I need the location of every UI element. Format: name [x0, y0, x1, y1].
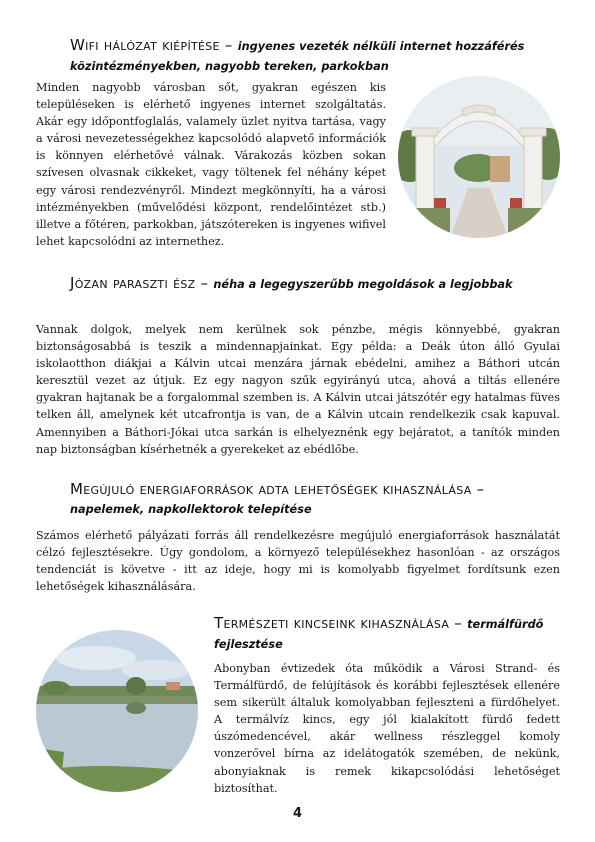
title-dash: – — [471, 480, 485, 498]
lake-photo — [36, 630, 198, 792]
section-heading-energia — [70, 480, 560, 519]
section-subtitle: ingyenes vezeték nélküli internet hozzáférés közintézményekben, nagyobb tereken, parkokban — [70, 40, 525, 73]
title-dash: – — [449, 614, 468, 632]
section-body-termal: Abonyban évtizedek óta működik a Városi Strand- és Termálfürdő, de felújítások és korábbi fejlesztések ellenére sem sikerült általuk komolyabban fejleszteni a fürdőhelyet. A termálvíz kincs, egy jól kialakított fürdő fedett úszómedencével, akár wellness részleggel komoly vonzerővel bírna az idelátogatók szemében, de nekünk, abonyiaknak is remek kikapcsolódási lehetőséget biztosíthat. — [214, 662, 560, 795]
section-subtitle: napelemek, napkollektorok telepítése — [70, 503, 312, 516]
title-dash: – — [195, 274, 214, 292]
section-heading-jozan — [70, 274, 560, 294]
section-subtitle: termálfürdő fejlesztése — [214, 618, 544, 651]
page-number: 4 — [292, 806, 303, 821]
section-body-jozan: Vannak dolgok, melyek nem kerülnek sok pénzbe, mégis könnyebbé, gyakran biztonságosabbá is teszik a mindennapjainkat. Egy példa: a Deák úton álló Gyulai iskolaotthon diákjai a Kálvin utcai menzára járnak ebédelni, amihez a Báthori utcán keresztül vezet az útjuk. Ez egy nagyon szűk egyirányú utca, ahová a tiltás ellenére gyakran hajtanak be a forgalommal szemben is. A Kálvin utcai játszótér egy hatalmas füves telken áll, amelynek két utcafrontja is van, de a Kálvin utcain rendelkezik csak kapuval. Amennyiben a Báthori-Jókai utca sarkán is elhelyeznénk egy bejáratot, a tanítók minden nap biztonságban kísérhetnék a gyerekeket az ebédlőbe. — [36, 323, 560, 456]
section-body-wifi: Minden nagyobb városban sőt, gyakran egészen kis településeken is elérhető ingyenes internet szolgáltatás. Akár egy időpontfoglalás, valamely üzlet nyitva tartása, vagy a városi nevezetességekhez kapcsolódó alapvető információk is könnyen elérhetővé válnak. Várakozás közben sokan szívesen olvasnak cikkeket, vagy töltenek fel néhány képet egy városi rendezvényről. Mindezt megkönnyíti, ha a városi intézményekben (művelődési központ, rendelőintézet stb.) illetve a főtéren, parkokban, játszótereken is ingyenes wifivel lehet kapcsolódni az internethez. — [36, 81, 386, 248]
section-title: Józan paraszti ész — [70, 274, 196, 292]
section-title: Megújuló energiaforrások adta lehetőségek kihasználása — [70, 480, 472, 498]
park-gate-photo — [398, 76, 560, 238]
section-subtitle: néha a legegyszerűbb megoldások a legjobbak — [213, 278, 513, 291]
section-title: Természeti kincseink kihasználása — [214, 614, 450, 632]
section-heading-termal — [214, 614, 560, 654]
section-body-energia: Számos elérhető pályázati forrás áll rendelkezésre megújuló energiaforrások használatát célzó fejlesztésekre. Úgy gondolom, a környező településekhez hasonlóan - az országos tendenciát is követve - itt az ideje, hogy mi is komolyabb figyelmet fordítsunk ezen lehetőségek kihasználására. — [36, 529, 560, 594]
section-title: Wifi hálózat kiépítése — [70, 36, 220, 54]
section-heading-wifi — [70, 36, 560, 76]
title-dash: – — [219, 36, 238, 54]
